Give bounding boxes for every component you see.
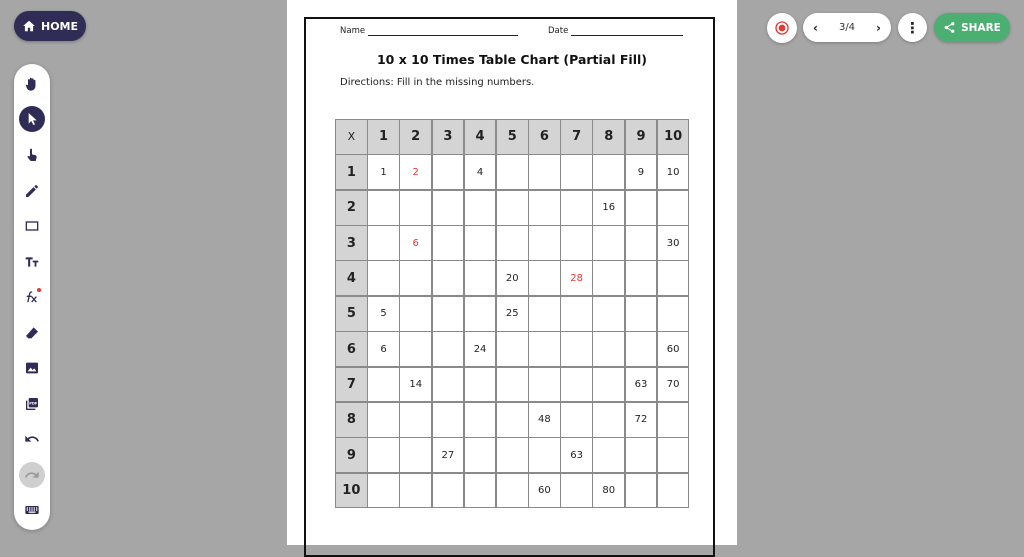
grid-cell[interactable] [496,331,529,367]
grid-cell[interactable] [367,260,400,296]
grid-cell[interactable]: 4 [464,154,497,190]
grid-cell[interactable] [367,437,400,473]
grid-cell[interactable] [432,225,465,261]
column-header: 4 [464,119,497,155]
grid-cell[interactable] [592,296,625,332]
grid-cell[interactable]: 20 [496,260,529,296]
share-icon [943,21,956,34]
grid-cell[interactable] [464,402,497,438]
grid-cell[interactable] [528,437,561,473]
row-header: 5 [335,296,368,332]
grid-cell[interactable] [496,367,529,403]
formula-tool-button[interactable] [19,284,45,310]
grid-cell[interactable] [367,402,400,438]
grid-cell[interactable] [528,225,561,261]
grid-cell[interactable] [625,225,658,261]
grid-cell[interactable] [367,225,400,261]
image-icon [24,360,40,376]
grid-cell[interactable]: 24 [464,331,497,367]
grid-cell[interactable] [528,296,561,332]
next-page-button[interactable]: › [876,20,881,35]
grid-cell[interactable] [464,437,497,473]
grid-cell[interactable]: 1 [367,154,400,190]
grid-cell[interactable] [560,296,593,332]
grid-cell[interactable] [592,331,625,367]
name-label: Name [340,26,366,36]
eraser-tool-button[interactable] [19,320,45,346]
prev-page-button[interactable]: ‹ [813,20,818,35]
grid-cell[interactable] [592,437,625,473]
grid-cell[interactable]: 63 [625,367,658,403]
grid-cell[interactable] [496,473,529,509]
grid-corner: X [335,119,368,155]
page-indicator: 3/4 [838,22,856,33]
grid-cell[interactable]: 10 [657,154,690,190]
grid-cell[interactable] [432,331,465,367]
pointer-icon [24,111,40,127]
grid-cell[interactable] [560,473,593,509]
rectangle-icon [24,218,40,234]
tap-tool-button[interactable] [19,142,45,168]
formula-indicator-dot [37,288,41,292]
grid-cell[interactable] [399,437,432,473]
name-underline [368,26,518,36]
row-header: 4 [335,260,368,296]
grid-cell[interactable] [528,367,561,403]
pdf-tool-button[interactable] [19,391,45,417]
pdf-icon [24,396,40,412]
record-button[interactable] [767,13,797,43]
column-header: 1 [367,119,400,155]
home-button[interactable] [14,11,86,41]
grid-cell[interactable]: 60 [528,473,561,509]
grid-cell[interactable]: 27 [432,437,465,473]
hand-tool-button[interactable] [19,71,45,97]
grid-cell[interactable] [464,260,497,296]
grid-cell[interactable] [592,402,625,438]
pencil-icon [24,183,40,199]
grid-cell[interactable] [464,296,497,332]
grid-cell[interactable] [432,402,465,438]
grid-cell[interactable] [560,225,593,261]
text-tool-button[interactable] [19,249,45,275]
grid-cell[interactable] [657,402,690,438]
grid-cell[interactable] [432,367,465,403]
grid-cell[interactable] [592,260,625,296]
grid-cell[interactable] [496,154,529,190]
grid-cell[interactable] [592,225,625,261]
column-header: 5 [496,119,529,155]
row-header: 6 [335,331,368,367]
row-header: 1 [335,154,368,190]
grid-cell[interactable] [560,402,593,438]
grid-cell[interactable] [560,331,593,367]
grid-cell[interactable] [560,154,593,190]
column-header: 8 [592,119,625,155]
row-header: 8 [335,402,368,438]
grid-cell[interactable]: 70 [657,367,690,403]
grid-cell[interactable] [367,367,400,403]
more-vert-icon: ⋮ [905,18,920,37]
row-header: 3 [335,225,368,261]
grid-cell[interactable] [464,225,497,261]
grid-cell[interactable] [657,190,690,226]
undo-button[interactable] [19,426,45,452]
grid-cell[interactable] [625,296,658,332]
grid-cell[interactable] [432,260,465,296]
tool-palette [14,64,50,530]
worksheet-title: 10 x 10 Times Table Chart (Partial Fill) [376,52,647,67]
grid-cell[interactable]: 6 [399,225,432,261]
row-header: 9 [335,437,368,473]
grid-cell[interactable] [432,296,465,332]
keyboard-button[interactable] [19,497,45,523]
grid-cell[interactable] [399,473,432,509]
date-label: Date [548,26,569,36]
grid-cell[interactable] [432,190,465,226]
image-tool-button[interactable] [19,355,45,381]
eraser-icon [24,325,40,341]
hand-icon [24,76,40,92]
grid-cell[interactable] [592,367,625,403]
grid-cell[interactable] [399,296,432,332]
rectangle-tool-button[interactable] [19,213,45,239]
share-button[interactable] [934,13,1010,42]
grid-cell[interactable] [657,296,690,332]
undo-icon [24,431,40,447]
page-navigator [803,13,891,42]
home-label: HOME [40,19,79,33]
grid-cell[interactable]: 5 [367,296,400,332]
grid-cell[interactable] [367,190,400,226]
grid-cell[interactable] [657,260,690,296]
column-header: 6 [528,119,561,155]
grid-cell[interactable]: 28 [560,260,593,296]
grid-cell[interactable]: 25 [496,296,529,332]
grid-cell[interactable] [528,190,561,226]
worksheet-directions: Directions: Fill in the missing numbers. [340,77,535,88]
grid-cell[interactable]: 60 [657,331,690,367]
grid-cell[interactable]: 6 [367,331,400,367]
grid-cell[interactable]: 30 [657,225,690,261]
grid-cell[interactable] [496,225,529,261]
grid-cell[interactable]: 2 [399,154,432,190]
grid-cell[interactable] [657,437,690,473]
grid-cell[interactable] [432,473,465,509]
column-header: 3 [432,119,465,155]
grid-cell[interactable] [528,154,561,190]
grid-cell[interactable]: 16 [592,190,625,226]
grid-cell[interactable] [496,402,529,438]
grid-cell[interactable] [625,331,658,367]
grid-cell[interactable] [592,154,625,190]
grid-cell[interactable] [464,190,497,226]
date-underline [571,26,683,36]
row-header: 7 [335,367,368,403]
pencil-tool-button[interactable] [19,178,45,204]
grid-cell[interactable] [625,260,658,296]
text-icon [24,254,40,270]
column-header: 10 [657,119,690,155]
grid-cell[interactable]: 48 [528,402,561,438]
home-icon [22,19,36,33]
svg-text:PDF: PDF [29,401,38,406]
grid-cell[interactable] [496,190,529,226]
grid-cell[interactable]: 72 [625,402,658,438]
column-header: 9 [625,119,658,155]
grid-cell[interactable] [625,473,658,509]
select-tool-button[interactable] [19,106,45,132]
grid-cell[interactable] [399,402,432,438]
grid-cell[interactable] [560,367,593,403]
grid-cell[interactable] [625,437,658,473]
column-header: 7 [560,119,593,155]
grid-cell[interactable] [399,331,432,367]
grid-cell[interactable]: 9 [625,154,658,190]
grid-cell[interactable]: 80 [592,473,625,509]
row-header: 2 [335,190,368,226]
more-options-button[interactable] [898,13,927,42]
worksheet-page[interactable] [287,0,737,545]
date-field [548,26,683,36]
redo-button[interactable] [19,462,45,488]
grid-cell[interactable] [464,473,497,509]
keyboard-icon [24,502,40,518]
grid-cell[interactable] [496,437,529,473]
grid-cell[interactable] [432,154,465,190]
grid-cell[interactable] [560,190,593,226]
column-header: 2 [399,119,432,155]
grid-cell[interactable] [528,331,561,367]
grid-cell[interactable]: 14 [399,367,432,403]
record-icon [774,20,790,36]
row-header: 10 [335,473,368,509]
grid-cell[interactable] [367,473,400,509]
share-label: SHARE [961,21,1001,34]
grid-cell[interactable] [464,367,497,403]
grid-cell[interactable] [399,260,432,296]
grid-cell[interactable] [625,190,658,226]
grid-cell[interactable] [528,260,561,296]
times-table-grid [335,119,689,508]
grid-cell[interactable] [399,190,432,226]
tap-icon [24,147,40,163]
grid-cell[interactable]: 63 [560,437,593,473]
grid-cell[interactable] [657,473,690,509]
name-field [340,26,518,36]
redo-icon [24,467,40,483]
